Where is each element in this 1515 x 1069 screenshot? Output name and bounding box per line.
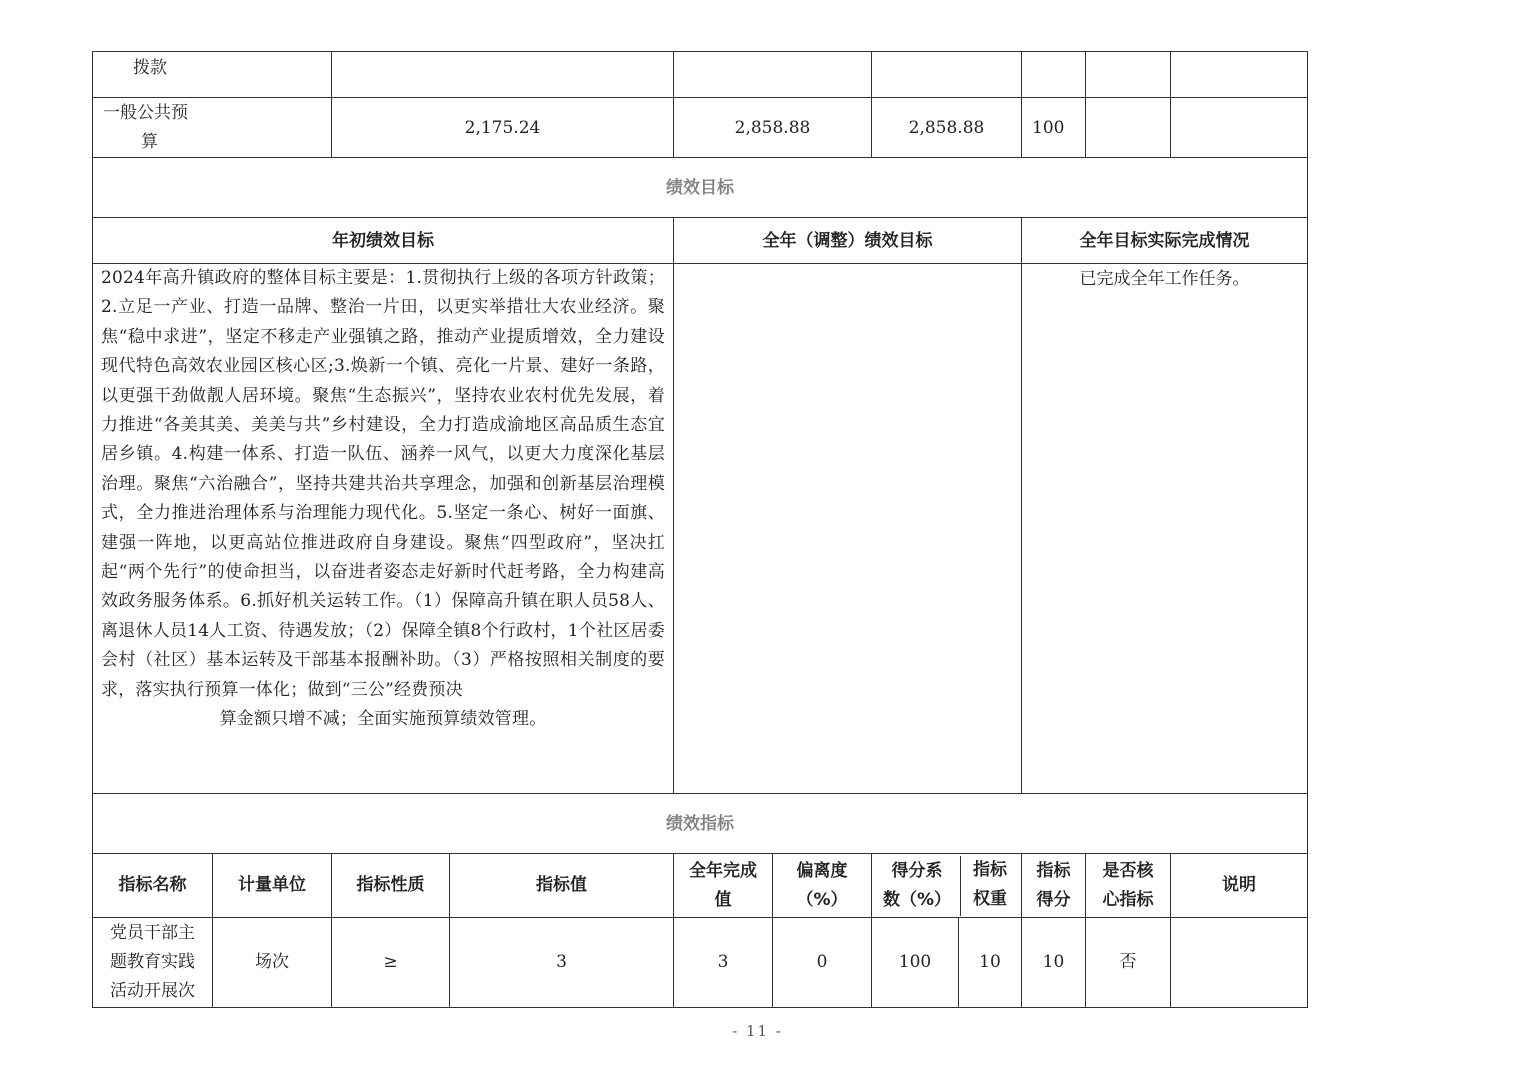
appropriation-adjusted-cell <box>674 52 872 98</box>
general-budget-label <box>93 98 332 158</box>
header-indicator-value: 指标值 <box>450 854 674 918</box>
header-completion-line2: 值 <box>714 889 732 910</box>
header-score <box>1022 854 1086 918</box>
adjusted-goal-text <box>674 264 1022 794</box>
indicator-score-weight <box>872 918 1022 1008</box>
header-nature: 指标性质 <box>332 854 450 918</box>
indicator-unit: 场次 <box>213 918 332 1008</box>
appropriation-executed-cell <box>872 52 1022 98</box>
general-budget-label-line1: 一般公共预 <box>103 102 188 123</box>
header-score-line1: 指标 <box>1036 860 1071 881</box>
header-score-coefficient <box>872 854 1022 918</box>
adjusted-goal-header: 全年（调整）绩效目标 <box>674 218 1022 264</box>
indicators-header-row <box>93 854 1308 918</box>
header-deviation-line1: 偏离度 <box>796 860 848 881</box>
appropriation-initial-cell <box>332 52 674 98</box>
indicator-name-line1: 党员干部主 <box>110 923 195 943</box>
indicator-nature: ≥ <box>332 918 450 1008</box>
header-weight-line1: 指标 <box>973 859 1007 880</box>
budget-note-cell <box>1171 98 1308 158</box>
actual-completion-text: 已完成全年工作任务。 <box>1022 264 1308 794</box>
appropriation-rate-cell <box>1022 52 1086 98</box>
goals-section-title: 绩效目标 <box>93 158 1308 218</box>
header-completion-line1: 全年完成 <box>689 860 757 881</box>
indicator-name-line3: 活动开展次 <box>110 981 195 1001</box>
adjusted-budget-value: 2,858.88 <box>674 98 872 158</box>
indicator-name-line2: 题教育实践 <box>110 952 195 972</box>
header-indicator-name: 指标名称 <box>93 854 213 918</box>
header-score-line2: 得分 <box>1036 889 1071 910</box>
initial-goal-header: 年初绩效目标 <box>93 218 674 264</box>
header-score-coef-line1: 得分系 <box>891 860 943 881</box>
executed-value: 2,858.88 <box>872 98 1022 158</box>
goals-header-row <box>93 218 1308 264</box>
indicator-score: 10 <box>1022 918 1086 1008</box>
appropriation-label: 拨款 <box>93 52 332 98</box>
indicators-title-row <box>93 794 1308 854</box>
table-row <box>93 918 1308 1008</box>
indicator-weight: 10 <box>958 918 1021 1007</box>
indicator-note <box>1171 918 1308 1008</box>
header-score-coef-line2: 数（%） <box>882 889 952 910</box>
indicator-name <box>93 918 213 1008</box>
indicators-section-title: 绩效指标 <box>93 794 1308 854</box>
general-budget-row <box>93 98 1308 158</box>
execution-rate-value: 100 <box>1022 98 1086 158</box>
general-budget-label-line2: 算 <box>141 131 158 152</box>
initial-budget-value: 2,175.24 <box>332 98 674 158</box>
header-core-line1: 是否核 <box>1102 860 1154 881</box>
initial-goal-body: 2024年高升镇政府的整体目标主要是：1.贯彻执行上级的各项方针政策；2.立足一产业、打造一品牌、整治一片田，以更实举措壮大农业经济。聚焦“稳中求进”，坚定不移走产业强镇之路，推动产业提质增效，全力建设现代特色高效农业园区核心区;3.焕新一个镇、亮化一片景、建好一条路，以更强干劲做靓人居环境。聚焦“生态振兴”，坚持农业农村优先发展，着力推进“各美其美、美美与共”乡村建设，全力打造成渝地区高品质生态宜居乡镇。4.构建一体系、打造一队伍、涵养一风气，以更大力度深化基层治理。聚焦“六治融合”，坚持共建共治共享理念，加强和创新基层治理模式，全力推进治理体系与治理能力现代化。5.坚定一条心、树好一面旗、建强一阵地，以更高站位推进政府自身建设。聚焦“四型政府”，坚决扛起“两个先行”的使命担当，以奋进者姿态走好新时代赶考路，全力构建高效政务服务体系。6.抓好机关运转工作。（1）保障高升镇在职人员58人、离退休人员14人工资、待遇发放；（2）保障全镇8个行政村，1个社区居委会村（社区）基本运转及干部基本报酬补助。（3）严格按照相关制度的要求，落实执行预算一体化；做到“三公”经费预决 <box>101 268 665 700</box>
goals-content-row <box>93 264 1308 794</box>
indicator-value: 3 <box>450 918 674 1008</box>
indicator-score-coef: 100 <box>898 952 932 972</box>
header-deviation-line2: （%） <box>796 889 848 910</box>
indicator-core: 否 <box>1086 918 1171 1008</box>
indicator-completion: 3 <box>674 918 773 1008</box>
header-completion <box>674 854 773 918</box>
header-deviation <box>773 854 872 918</box>
indicator-deviation: 0 <box>773 918 872 1008</box>
appropriation-row <box>93 52 1308 98</box>
goals-title-row <box>93 158 1308 218</box>
appropriation-note-cell <box>1171 52 1308 98</box>
actual-completion-header: 全年目标实际完成情况 <box>1022 218 1308 264</box>
header-note: 说明 <box>1171 854 1308 918</box>
page-number: - 11 - <box>732 1022 783 1040</box>
appropriation-score-cell <box>1086 52 1171 98</box>
initial-goal-last-line: 算金额只增不减；全面实施预算绩效管理。 <box>219 709 547 730</box>
header-unit: 计量单位 <box>213 854 332 918</box>
header-core-line2: 心指标 <box>1102 889 1154 910</box>
budget-score-cell <box>1086 98 1171 158</box>
header-weight-line2: 权重 <box>973 888 1007 909</box>
initial-goal-text <box>93 264 674 794</box>
performance-table <box>92 51 1308 1008</box>
header-core-indicator <box>1086 854 1171 918</box>
